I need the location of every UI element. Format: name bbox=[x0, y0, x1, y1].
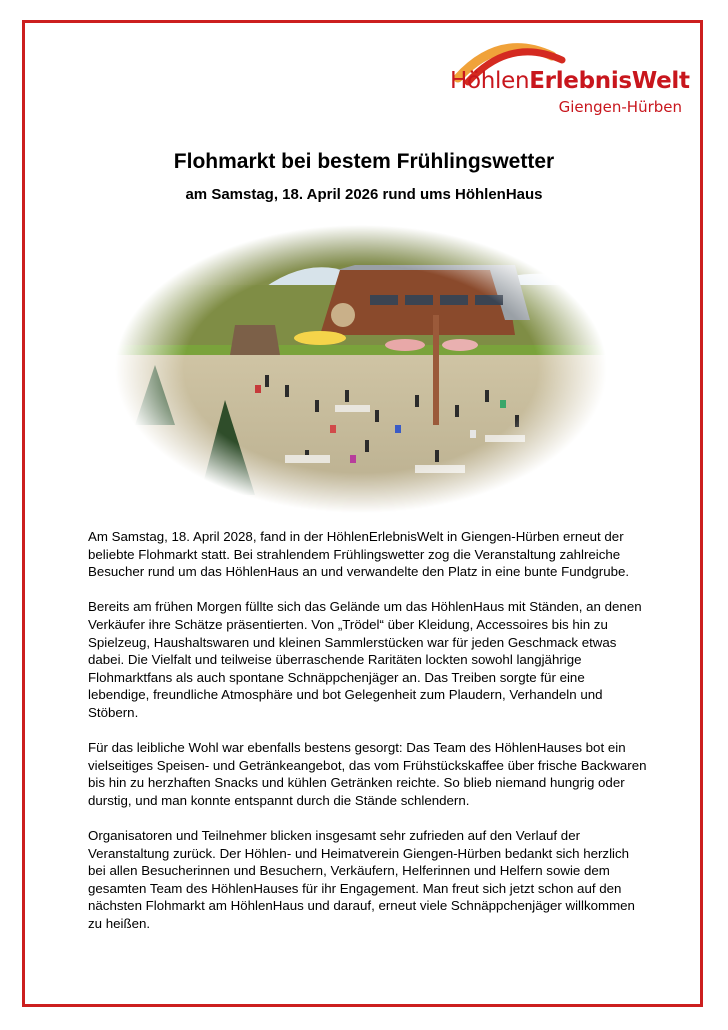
paragraph-4: Organisatoren und Teilnehmer blicken insgesamt sehr zufrieden auf den Verlauf der Veranstaltung zurück. Der Höhlen- und Heimatverein Giengen-Hürben bedankt sich herzlich bei allen Besucherinnen und Besuchern, Verkäufern, Helferinnen und Helfern sowie dem gesamten Team des HöhlenHauses für ihr Engagement. Man freut sich jetzt schon auf den nächsten Flohmarkt am HöhlenHaus und darauf, erneut viele Schnäppchenjäger willkommen zu heißen. bbox=[88, 828, 635, 932]
paragraph-1: Am Samstag, 18. April 2028, fand in der HöhlenErlebnisWelt in Giengen-Hürben erneut der beliebte Flohmarkt statt. Bei strahlendem Frühlingswetter zog die Veranstaltung zahlreiche Besucher rund um das HöhlenHaus an und verwandelte den Platz in eine bunte Fundgrube. bbox=[88, 529, 630, 580]
logo-wordmark-part2: ErlebnisWelt bbox=[529, 68, 690, 94]
paragraph-2: Bereits am frühen Morgen füllte sich das Gelände um das HöhlenHaus mit Ständen, an denen Verkäufer ihre Schätze präsentierten. Von „Trödel“ über Kleidung, Accessoires bis hin zu Spielzeug, Haushaltswaren und kleinen Sammlerstücken war für jeden Geschmack etwas dabei. Die Vielfalt und teilweise überraschende Raritäten lockten sowohl langjährige Flohmarktfans als auch spontane Schnäppchenjäger an. Das Treiben sorgte für eine lebendige, freundliche Atmosphäre und bot Gelegenheit zum Plaudern, Verhandeln und Stöbern. bbox=[88, 599, 642, 720]
logo-wordmark bbox=[450, 68, 690, 94]
article-body bbox=[88, 528, 648, 950]
flea-market-photo bbox=[115, 225, 607, 513]
logo-location: Giengen-Hürben bbox=[558, 98, 682, 116]
logo-wordmark-part1: Höhlen bbox=[450, 68, 530, 94]
page-title: Flohmarkt bei bestem Frühlingswetter bbox=[173, 150, 555, 173]
page-subtitle: am Samstag, 18. April 2026 rund ums HöhlenHaus bbox=[185, 186, 543, 203]
paragraph-3: Für das leibliche Wohl war ebenfalls bestens gesorgt: Das Team des HöhlenHauses bot ein vielseitiges Speisen- und Getränkeangebot, das vom Frühstückskaffee über frische Backwaren bis hin zu herzhaften Snacks und kühlen Getränken reichte. So blieb niemand hungrig oder durstig, und man konnte entspannt durch die Stände schlendern. bbox=[88, 740, 647, 808]
hoehlenerlebniswelt-logo bbox=[440, 38, 690, 128]
